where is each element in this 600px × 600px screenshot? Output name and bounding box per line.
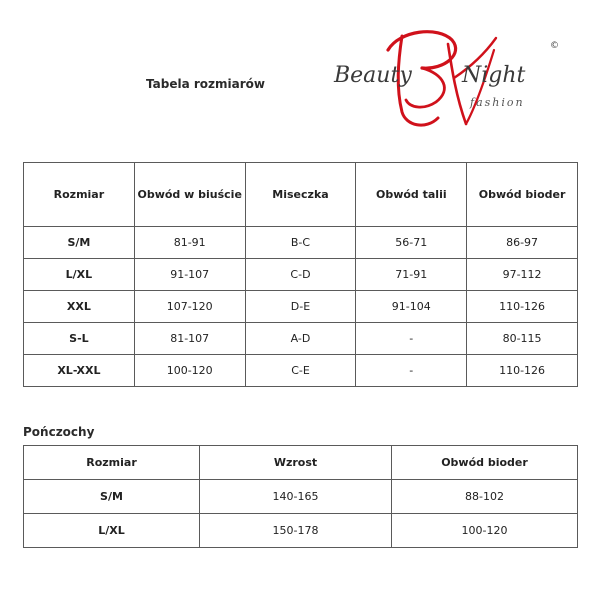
column-header: Obwód bioder [467, 163, 578, 227]
column-header: Obwód talii [356, 163, 467, 227]
table-cell: 80-115 [467, 323, 578, 355]
table-cell: C-D [245, 259, 356, 291]
column-header: Rozmiar [24, 446, 200, 480]
table-row [24, 227, 578, 259]
copyright-symbol: © [550, 41, 559, 51]
table-cell: 91-104 [356, 291, 467, 323]
table-row [24, 355, 578, 387]
size-chart-table [23, 162, 578, 387]
table-cell: 81-91 [134, 227, 245, 259]
stockings-size-table [23, 445, 578, 548]
table-cell: - [356, 323, 467, 355]
table-cell-size: L/XL [24, 259, 135, 291]
table-cell: - [356, 355, 467, 387]
table-cell: 100-120 [134, 355, 245, 387]
table-row [24, 480, 578, 514]
table-header-row [24, 163, 578, 227]
logo-tagline: fashion [470, 96, 525, 109]
table-cell: 97-112 [467, 259, 578, 291]
page-title: Tabela rozmiarów [146, 77, 265, 91]
logo-word-beauty: Beauty [334, 63, 412, 88]
table-cell: B-C [245, 227, 356, 259]
column-header: Miseczka [245, 163, 356, 227]
table-cell-size: S/M [24, 227, 135, 259]
table-cell-size: XXL [24, 291, 135, 323]
table-cell: 110-126 [467, 355, 578, 387]
column-header: Obwód bioder [392, 446, 578, 480]
logo-word-night: Night [462, 63, 526, 88]
stockings-section-title: Pończochy [23, 425, 95, 439]
brand-logo [326, 26, 566, 136]
table-cell: 140-165 [200, 480, 392, 514]
table-cell-size: S/M [24, 480, 200, 514]
table-cell-size: L/XL [24, 514, 200, 548]
table-header-row [24, 446, 578, 480]
table-row [24, 514, 578, 548]
table-cell: D-E [245, 291, 356, 323]
table-cell: 100-120 [392, 514, 578, 548]
table-cell: 110-126 [467, 291, 578, 323]
table-cell: A-D [245, 323, 356, 355]
table-row [24, 323, 578, 355]
table-cell: 81-107 [134, 323, 245, 355]
table-cell: 71-91 [356, 259, 467, 291]
table-cell-size: S-L [24, 323, 135, 355]
table-cell: 88-102 [392, 480, 578, 514]
table-cell: 56-71 [356, 227, 467, 259]
table-row [24, 259, 578, 291]
table-cell: 107-120 [134, 291, 245, 323]
table-cell: 91-107 [134, 259, 245, 291]
table-cell: 150-178 [200, 514, 392, 548]
column-header: Wzrost [200, 446, 392, 480]
column-header: Obwód w biuście [134, 163, 245, 227]
column-header: Rozmiar [24, 163, 135, 227]
brand-logo-graphic [326, 26, 566, 136]
table-cell-size: XL-XXL [24, 355, 135, 387]
table-row [24, 291, 578, 323]
table-cell: C-E [245, 355, 356, 387]
table-cell: 86-97 [467, 227, 578, 259]
